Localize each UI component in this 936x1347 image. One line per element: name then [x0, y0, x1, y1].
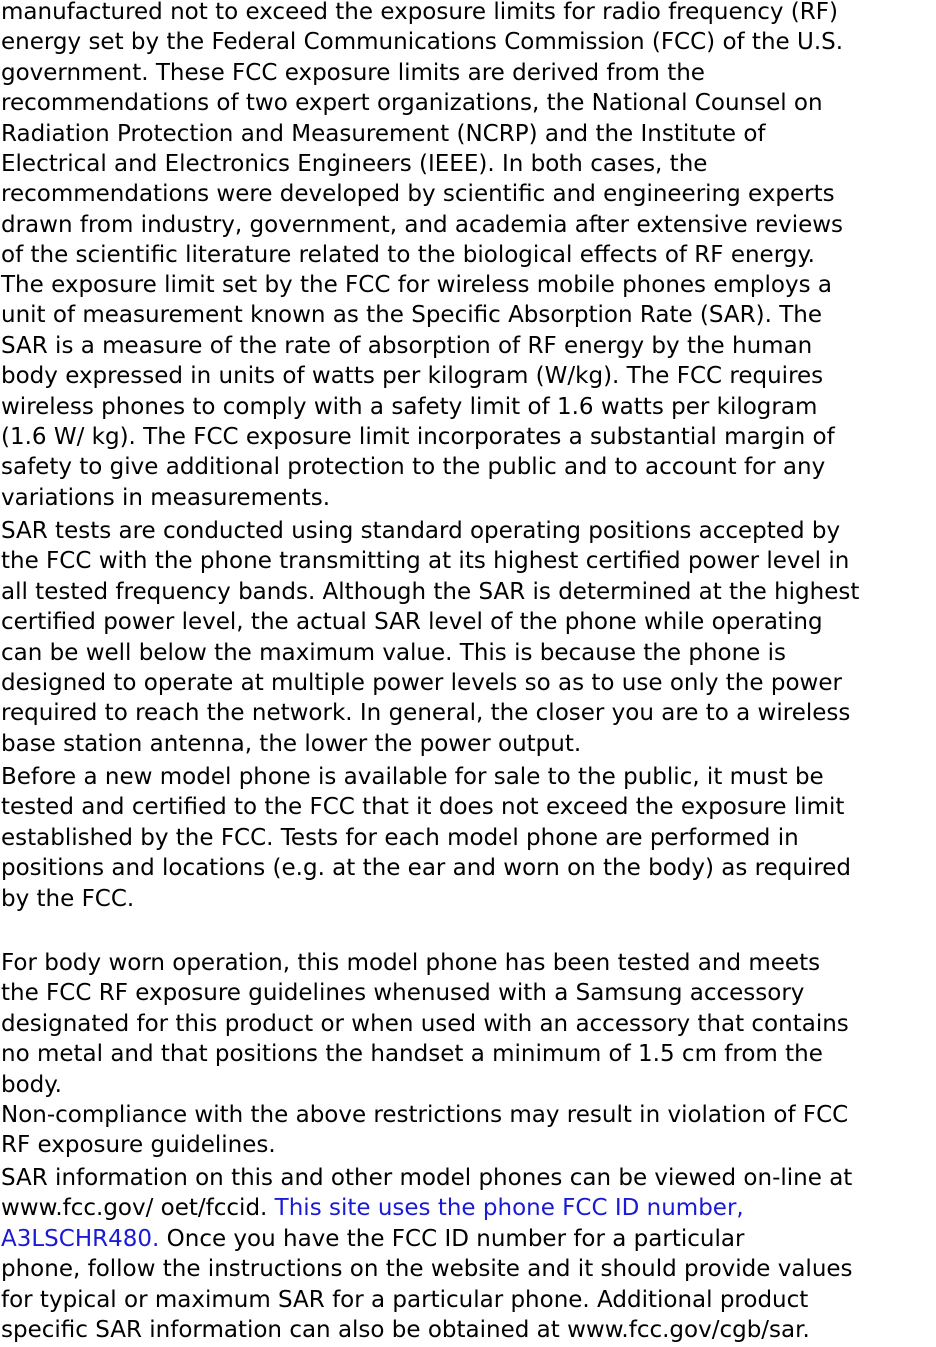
text-line: drawn from industry, government, and academia after extensive reviews: [1, 211, 844, 238]
text-line: unit of measurement known as the Specific Absorption Rate (SAR). The: [1, 302, 823, 329]
text-line: Radiation Protection and Measurement (NCRP) and the Institute of: [1, 120, 766, 147]
fcc-url-text: www.fcc.gov/ oet/fccid.: [1, 1195, 275, 1222]
text-line: wireless phones to comply with a safety limit of 1.6 watts per kilogram: [1, 393, 818, 420]
text-line: [1, 1193, 935, 1223]
fcc-id-number-link[interactable]: A3LSCHR480.: [1, 1225, 160, 1252]
text-line: Before a new model phone is available for sale to the public, it must be: [1, 764, 824, 790]
text-line: tested and certified to the FCC that it does not exceed the exposure limit: [1, 794, 845, 821]
text-line: Non-compliance with the above restrictions may result in violation of FCC: [1, 1102, 849, 1128]
text-line: SAR information on this and other model phones can be viewed on-line at: [1, 1165, 853, 1191]
text-line: no metal and that positions the handset a minimum of 1.5 cm from the: [1, 1041, 823, 1068]
text-line: base station antenna, the lower the power output.: [1, 730, 582, 757]
text-line: manufactured not to exceed the exposure limits for radio frequency (RF): [1, 0, 838, 25]
text-line: (1.6 W/ kg). The FCC exposure limit incorporates a substantial margin of: [1, 424, 835, 451]
paragraph-body-worn-operation: [1, 948, 935, 1100]
text-line: RF exposure guidelines.: [1, 1132, 276, 1159]
paragraph-sar-tests: [1, 516, 935, 759]
text-line: The exposure limit set by the FCC for wireless mobile phones employs a: [1, 272, 832, 298]
paragraph-fcc-exposure-limits: [1, 0, 935, 271]
text-line: [1, 1224, 935, 1254]
text-line: the FCC with the phone transmitting at its highest certified power level in: [1, 548, 850, 575]
text-line: For body worn operation, this model phone has been tested and meets: [1, 950, 821, 976]
text-line: required to reach the network. In general, the closer you are to a wireless: [1, 700, 851, 727]
paragraph-certification: [1, 762, 935, 914]
text-line: SAR is a measure of the rate of absorption of RF energy by the human: [1, 332, 813, 359]
text-line: recommendations of two expert organizations, the National Counsel on: [1, 90, 823, 117]
text-line: body.: [1, 1071, 62, 1098]
text-line: government. These FCC exposure limits are derived from the: [1, 59, 705, 86]
text-line: SAR tests are conducted using standard operating positions accepted by: [1, 518, 841, 544]
text-line: recommendations were developed by scientific and engineering experts: [1, 181, 835, 208]
text-segment: Once you have the FCC ID number for a particular: [159, 1225, 745, 1252]
paragraph-sar-information: [1, 1163, 935, 1345]
text-line: the FCC RF exposure guidelines whenused with a Samsung accessory: [1, 980, 805, 1007]
text-line: specific SAR information can also be obtained at www.fcc.gov/cgb/sar.: [1, 1317, 810, 1344]
text-line: certified power level, the actual SAR level of the phone while operating: [1, 609, 823, 636]
text-line: can be well below the maximum value. This is because the phone is: [1, 639, 786, 666]
paragraph-sar-definition: [1, 270, 935, 513]
text-line: Electrical and Electronics Engineers (IEEE). In both cases, the: [1, 151, 708, 178]
text-line: established by the FCC. Tests for each model phone are performed in: [1, 824, 799, 851]
text-line: by the FCC.: [1, 885, 135, 912]
paragraph-non-compliance: [1, 1100, 935, 1161]
text-line: designed to operate at multiple power levels so as to use only the power: [1, 670, 842, 697]
text-line: designated for this product or when used with an accessory that contains: [1, 1010, 849, 1037]
text-line: all tested frequency bands. Although the SAR is determined at the highest: [1, 578, 860, 605]
text-line: body expressed in units of watts per kilogram (W/kg). The FCC requires: [1, 363, 824, 390]
text-line: positions and locations (e.g. at the ear and worn on the body) as required: [1, 855, 852, 882]
text-line: for typical or maximum SAR for a particular phone. Additional product: [1, 1286, 809, 1313]
text-line: energy set by the Federal Communications Commission (FCC) of the U.S.: [1, 29, 844, 56]
text-line: variations in measurements.: [1, 484, 331, 511]
text-line: phone, follow the instructions on the website and it should provide values: [1, 1256, 853, 1283]
fcc-id-link[interactable]: This site uses the phone FCC ID number,: [274, 1195, 744, 1222]
text-line: of the scientific literature related to the biological effects of RF energy.: [1, 242, 815, 269]
text-line: safety to give additional protection to the public and to account for any: [1, 454, 826, 481]
